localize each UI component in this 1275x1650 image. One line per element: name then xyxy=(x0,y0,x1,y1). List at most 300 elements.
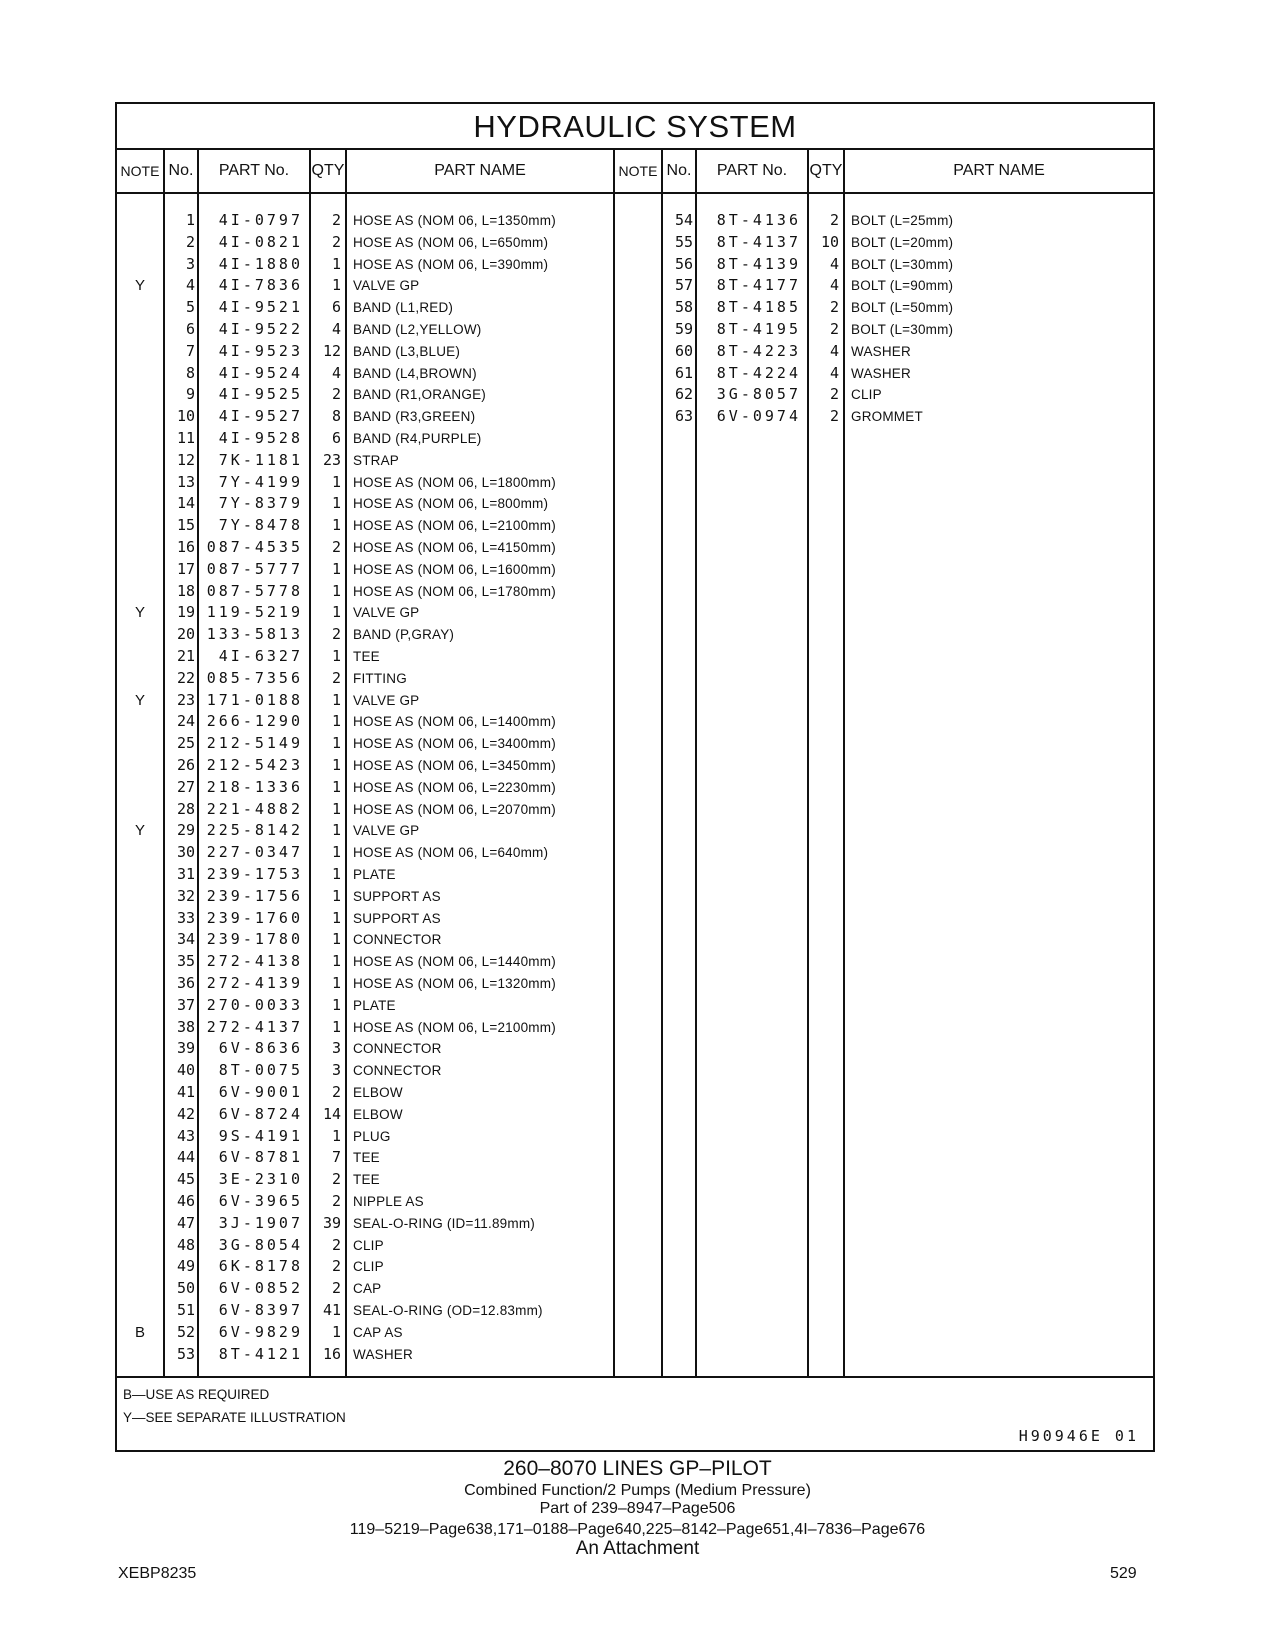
cell-note xyxy=(117,472,163,494)
cell-qty: 1 xyxy=(331,494,341,513)
cell-no: 19 xyxy=(176,603,195,622)
cell-qty: 1 xyxy=(331,843,341,862)
cell-no: 16 xyxy=(176,538,195,556)
header-qty-right: QTY xyxy=(809,162,843,179)
table-row xyxy=(117,1126,1153,1148)
parts-table-frame xyxy=(115,102,1155,1452)
cell-part-no: 133-5813 xyxy=(206,625,303,644)
cell-note xyxy=(117,842,163,864)
cell-name: VALVE GP xyxy=(353,823,420,839)
cell-qty: 4 xyxy=(829,276,839,295)
cell-name: HOSE AS (NOM 06, L=2100mm) xyxy=(353,1019,556,1035)
table-row xyxy=(117,1169,1153,1191)
cell-note xyxy=(615,363,661,385)
cell-part-no: 8T-4139 xyxy=(716,254,801,273)
cell-qty: 2 xyxy=(829,298,839,317)
table-row xyxy=(117,363,1153,385)
cell-note xyxy=(117,733,163,755)
cell-part-no: 6V-8724 xyxy=(218,1104,303,1123)
table-row xyxy=(117,908,1153,930)
cell-part-no: 272-4138 xyxy=(206,952,303,971)
cell-no: 5 xyxy=(185,298,195,317)
cell-part-no: 8T-4195 xyxy=(716,320,801,338)
cell-part-no: 3E-2310 xyxy=(218,1170,303,1189)
cell-name: CONNECTOR xyxy=(353,1041,442,1057)
cell-no: 24 xyxy=(176,712,195,731)
cell-part-no: 272-4137 xyxy=(206,1017,303,1036)
cell-no: 1 xyxy=(185,211,195,229)
cell-note xyxy=(615,341,661,363)
table-row xyxy=(117,581,1153,603)
cell-qty: 4 xyxy=(829,341,839,360)
cell-name: BOLT (L=50mm) xyxy=(851,300,954,316)
cell-part-no: 171-0188 xyxy=(206,690,303,709)
cell-note xyxy=(117,995,163,1017)
cell-part-no: 8T-4185 xyxy=(716,298,801,317)
cell-name: HOSE AS (NOM 06, L=1800mm) xyxy=(353,474,556,490)
table-row xyxy=(117,297,1153,319)
cell-note xyxy=(117,929,163,951)
cell-qty: 7 xyxy=(331,1148,341,1167)
cell-no: 8 xyxy=(185,363,195,382)
cell-no: 40 xyxy=(176,1061,195,1080)
cell-part-no: 085-7356 xyxy=(206,668,303,687)
table-row xyxy=(117,210,1153,232)
cell-no: 57 xyxy=(674,276,693,295)
cell-qty: 1 xyxy=(331,472,341,491)
cell-part-no: 4I-1880 xyxy=(218,254,303,273)
table-row xyxy=(117,384,1153,406)
cell-name: BOLT (L=30mm) xyxy=(851,322,954,337)
cell-no: 31 xyxy=(176,865,195,883)
table-row xyxy=(117,232,1153,254)
cell-part-no: 239-1760 xyxy=(206,908,303,927)
cell-part-no: 266-1290 xyxy=(206,712,303,731)
cell-qty: 1 xyxy=(331,821,341,840)
cell-name: HOSE AS (NOM 06, L=2100mm) xyxy=(353,518,556,534)
cell-part-no: 7K-1181 xyxy=(218,450,303,469)
table-row xyxy=(117,1038,1153,1060)
cell-no: 9 xyxy=(185,385,195,404)
table-row xyxy=(117,537,1153,559)
cell-name: FITTING xyxy=(353,670,407,686)
cell-no: 29 xyxy=(176,821,195,840)
header-qty-left: QTY xyxy=(311,162,345,179)
cell-note xyxy=(117,1278,163,1300)
cell-note xyxy=(615,319,661,341)
cell-name: NIPPLE AS xyxy=(353,1194,424,1209)
cell-name: BAND (R3,GREEN) xyxy=(353,409,476,425)
cell-note xyxy=(117,1169,163,1191)
cell-no: 55 xyxy=(674,232,693,251)
cell-qty: 2 xyxy=(331,538,341,556)
cell-note xyxy=(117,755,163,777)
legend-y: Y—SEE SEPARATE ILLUSTRATION xyxy=(123,1410,346,1425)
cell-name: BAND (L4,BROWN) xyxy=(353,365,477,381)
cell-no: 28 xyxy=(176,799,195,818)
cell-name: HOSE AS (NOM 06, L=1780mm) xyxy=(353,583,556,599)
cell-no: 45 xyxy=(176,1170,195,1189)
cell-qty: 1 xyxy=(331,603,341,622)
table-row xyxy=(117,406,1153,428)
table-row xyxy=(117,1322,1153,1344)
cell-qty: 2 xyxy=(829,320,839,338)
cell-name: BAND (L2,YELLOW) xyxy=(353,322,482,337)
cell-no: 20 xyxy=(176,625,195,644)
cell-note xyxy=(117,668,163,690)
cell-qty: 1 xyxy=(331,952,341,971)
cell-no: 38 xyxy=(176,1017,195,1036)
document-id: XEBP8235 xyxy=(118,1565,197,1582)
table-row xyxy=(117,1235,1153,1257)
cell-no: 15 xyxy=(176,516,195,535)
cell-qty: 1 xyxy=(331,559,341,578)
cell-qty: 2 xyxy=(331,1279,341,1298)
caption-references: 119–5219–Page638,171–0188–Page640,225–8142–Page651,4I–7836–Page676 xyxy=(349,1521,926,1538)
drawing-code: H90946E 01 xyxy=(1018,1427,1139,1445)
cell-no: 56 xyxy=(674,254,693,273)
cell-no: 44 xyxy=(176,1148,195,1167)
header-part-name-right: PART NAME xyxy=(953,162,1045,179)
cell-note xyxy=(117,1082,163,1104)
cell-note xyxy=(615,210,661,232)
cell-no: 39 xyxy=(176,1039,195,1058)
cell-note xyxy=(117,493,163,515)
cell-qty: 6 xyxy=(331,298,341,317)
cell-note xyxy=(117,886,163,908)
legend-b: B—USE AS REQUIRED xyxy=(123,1387,270,1402)
cell-qty: 1 xyxy=(331,254,341,273)
cell-name: TEE xyxy=(353,649,380,664)
cell-part-no: 7Y-4199 xyxy=(218,472,303,491)
cell-no: 33 xyxy=(176,908,195,927)
cell-no: 59 xyxy=(674,320,693,338)
cell-qty: 1 xyxy=(331,581,341,600)
cell-part-no: 6K-8178 xyxy=(218,1257,303,1276)
cell-no: 50 xyxy=(176,1279,195,1298)
cell-part-no: 239-1753 xyxy=(206,865,303,883)
cell-name: BAND (L3,BLUE) xyxy=(353,343,461,359)
cell-no: 52 xyxy=(176,1322,195,1341)
cell-name: TEE xyxy=(353,1172,380,1188)
cell-part-no: 4I-9525 xyxy=(218,385,303,404)
cell-qty: 4 xyxy=(829,363,839,382)
cell-name: CONNECTOR xyxy=(353,932,442,948)
cell-qty: 1 xyxy=(331,777,341,796)
table-row xyxy=(117,799,1153,821)
table-row xyxy=(117,1147,1153,1169)
cell-note xyxy=(117,450,163,472)
table-row xyxy=(117,602,1153,624)
cell-note: Y xyxy=(134,604,145,622)
cell-no: 13 xyxy=(176,472,195,491)
cell-part-no: 8T-4121 xyxy=(218,1344,303,1363)
cell-part-no: 272-4139 xyxy=(206,974,303,992)
cell-name: HOSE AS (NOM 06, L=3450mm) xyxy=(353,758,556,773)
cell-name: STRAP xyxy=(353,452,400,468)
cell-no: 63 xyxy=(674,407,693,426)
cell-qty: 1 xyxy=(331,1126,341,1145)
cell-note: B xyxy=(134,1323,145,1341)
cell-name: BAND (R1,ORANGE) xyxy=(353,387,486,403)
table-row xyxy=(117,646,1153,668)
cell-part-no: 4I-6327 xyxy=(218,647,303,665)
cell-qty: 1 xyxy=(331,886,341,905)
cell-note xyxy=(117,1038,163,1060)
cell-name: PLUG xyxy=(353,1128,391,1144)
cell-name: SEAL-O-RING (OD=12.83mm) xyxy=(353,1303,543,1318)
cell-part-no: 8T-4224 xyxy=(716,363,801,382)
cell-qty: 1 xyxy=(331,865,341,883)
header-no-right: No. xyxy=(666,162,692,179)
table-row xyxy=(117,1060,1153,1082)
cell-name: ELBOW xyxy=(353,1106,403,1122)
cell-qty: 1 xyxy=(331,930,341,949)
cell-no: 18 xyxy=(176,581,195,600)
table-row xyxy=(117,254,1153,276)
cell-part-no: 3G-8057 xyxy=(716,385,801,404)
cell-note xyxy=(117,864,163,886)
table-row xyxy=(117,1344,1153,1366)
table-row xyxy=(117,624,1153,646)
cell-qty: 1 xyxy=(331,1322,341,1341)
cell-no: 60 xyxy=(674,341,693,360)
cell-no: 49 xyxy=(176,1257,195,1276)
cell-no: 32 xyxy=(176,886,195,905)
cell-qty: 2 xyxy=(331,1235,341,1254)
cell-name: HOSE AS (NOM 06, L=650mm) xyxy=(353,234,549,250)
table-row xyxy=(117,1278,1153,1300)
cell-qty: 4 xyxy=(829,254,839,273)
cell-qty: 2 xyxy=(331,1083,341,1101)
cell-part-no: 4I-9523 xyxy=(218,341,303,360)
cell-part-no: 239-1780 xyxy=(206,930,303,949)
cell-no: 35 xyxy=(176,952,195,971)
cell-qty: 14 xyxy=(322,1104,341,1123)
table-row xyxy=(117,472,1153,494)
cell-no: 12 xyxy=(176,450,195,469)
cell-qty: 1 xyxy=(331,647,341,665)
cell-no: 3 xyxy=(185,254,195,273)
cell-no: 62 xyxy=(674,385,693,404)
header-note-right: NOTE xyxy=(618,163,658,179)
table-row xyxy=(117,428,1153,450)
header-no-left: No. xyxy=(168,162,194,179)
cell-name: CAP xyxy=(353,1281,382,1297)
cell-part-no: 239-1756 xyxy=(206,886,303,905)
cell-name: BOLT (L=25mm) xyxy=(851,213,954,228)
cell-qty: 3 xyxy=(331,1061,341,1080)
cell-qty: 39 xyxy=(322,1213,341,1232)
table-row xyxy=(117,1300,1153,1322)
cell-qty: 23 xyxy=(322,450,341,469)
table-row xyxy=(117,493,1153,515)
cell-name: BAND (L1,RED) xyxy=(353,300,454,316)
table-row xyxy=(117,864,1153,886)
cell-name: HOSE AS (NOM 06, L=2230mm) xyxy=(353,779,556,795)
table-row xyxy=(117,1213,1153,1235)
cell-name: TEE xyxy=(353,1150,380,1166)
cell-part-no: 8T-4177 xyxy=(716,276,801,295)
caption-description: Combined Function/2 Pumps (Medium Pressure) xyxy=(464,1482,811,1499)
cell-no: 2 xyxy=(185,232,195,251)
table-row xyxy=(117,711,1153,733)
cell-note xyxy=(117,973,163,995)
cell-name: HOSE AS (NOM 06, L=1320mm) xyxy=(353,976,556,991)
cell-note xyxy=(117,1256,163,1278)
cell-name: HOSE AS (NOM 06, L=2070mm) xyxy=(353,801,556,817)
cell-qty: 10 xyxy=(820,232,839,251)
cell-qty: 2 xyxy=(331,1192,341,1210)
cell-note xyxy=(615,254,661,276)
table-row xyxy=(117,777,1153,799)
cell-part-no: 270-0033 xyxy=(206,995,303,1014)
table-row xyxy=(117,559,1153,581)
cell-note xyxy=(117,777,163,799)
caption-assembly: 260–8070 LINES GP–PILOT xyxy=(503,1457,772,1480)
cell-name: WASHER xyxy=(353,1346,413,1362)
table-row xyxy=(117,973,1153,995)
cell-note xyxy=(615,297,661,319)
cell-no: 58 xyxy=(674,298,693,317)
cell-part-no: 6V-9829 xyxy=(218,1322,303,1341)
cell-name: CLIP xyxy=(353,1237,384,1253)
cell-name: HOSE AS (NOM 06, L=1600mm) xyxy=(353,561,556,577)
cell-name: WASHER xyxy=(851,365,911,381)
cell-note xyxy=(117,581,163,603)
cell-name: ELBOW xyxy=(353,1085,403,1100)
cell-note: Y xyxy=(134,691,145,709)
table-header xyxy=(117,150,1153,194)
table-row xyxy=(117,275,1153,297)
cell-qty: 1 xyxy=(331,516,341,535)
header-part-no-left: PART No. xyxy=(218,162,290,179)
cell-note xyxy=(615,406,661,428)
cell-qty: 2 xyxy=(331,668,341,687)
cell-part-no: 6V-8636 xyxy=(218,1039,303,1058)
cell-part-no: 087-4535 xyxy=(206,538,303,556)
cell-qty: 2 xyxy=(829,211,839,229)
table-row xyxy=(117,1017,1153,1039)
cell-note xyxy=(117,1017,163,1039)
cell-qty: 1 xyxy=(331,799,341,818)
cell-qty: 1 xyxy=(331,995,341,1014)
cell-name: PLATE xyxy=(353,997,396,1013)
cell-qty: 2 xyxy=(331,1257,341,1276)
cell-name: PLATE xyxy=(353,867,396,882)
cell-part-no: 4I-0821 xyxy=(218,232,303,251)
cell-qty: 1 xyxy=(331,974,341,992)
cell-no: 22 xyxy=(176,668,195,687)
cell-no: 53 xyxy=(176,1344,195,1363)
cell-note xyxy=(117,799,163,821)
cell-note xyxy=(117,1300,163,1322)
cell-part-no: 4I-9527 xyxy=(218,407,303,426)
cell-name: BOLT (L=90mm) xyxy=(851,278,954,294)
cell-name: CONNECTOR xyxy=(353,1063,442,1079)
cell-note xyxy=(117,559,163,581)
table-row xyxy=(117,1191,1153,1213)
cell-qty: 1 xyxy=(331,276,341,295)
cell-qty: 12 xyxy=(322,341,341,360)
cell-name: BAND (P,GRAY) xyxy=(353,627,455,643)
cell-qty: 16 xyxy=(322,1344,341,1363)
cell-part-no: 4I-9524 xyxy=(218,363,303,382)
cell-qty: 2 xyxy=(829,407,839,426)
cell-no: 27 xyxy=(176,777,195,796)
cell-qty: 1 xyxy=(331,908,341,927)
cell-no: 25 xyxy=(176,734,195,753)
cell-no: 10 xyxy=(176,407,195,426)
cell-part-no: 7Y-8379 xyxy=(218,494,303,513)
table-row xyxy=(117,951,1153,973)
cell-note xyxy=(117,515,163,537)
table-row xyxy=(117,1104,1153,1126)
cell-no: 48 xyxy=(176,1235,195,1254)
cell-no: 26 xyxy=(176,756,195,774)
cell-qty: 4 xyxy=(331,363,341,382)
cell-qty: 2 xyxy=(331,211,341,229)
cell-note: Y xyxy=(134,277,145,295)
cell-part-no: 221-4882 xyxy=(206,799,303,818)
cell-qty: 41 xyxy=(322,1301,341,1319)
table-row xyxy=(117,886,1153,908)
cell-no: 6 xyxy=(185,320,195,338)
cell-qty: 1 xyxy=(331,734,341,753)
page-title: HYDRAULIC SYSTEM xyxy=(117,104,1153,150)
cell-note xyxy=(117,1235,163,1257)
cell-part-no: 8T-0075 xyxy=(218,1061,303,1080)
cell-part-no: 9S-4191 xyxy=(218,1126,303,1145)
cell-no: 61 xyxy=(674,363,693,382)
header-part-name-left: PART NAME xyxy=(434,162,526,179)
cell-note xyxy=(117,1191,163,1213)
cell-part-no: 3G-8054 xyxy=(218,1235,303,1254)
cell-name: SUPPORT AS xyxy=(353,910,441,926)
cell-name: HOSE AS (NOM 06, L=800mm) xyxy=(353,496,549,512)
cell-part-no: 218-1336 xyxy=(206,777,303,796)
caption-attachment: An Attachment xyxy=(575,1538,700,1559)
cell-qty: 1 xyxy=(331,712,341,731)
cell-note: Y xyxy=(134,822,145,840)
cell-no: 4 xyxy=(185,276,195,295)
cell-name: CLIP xyxy=(851,387,882,403)
cell-name: BOLT (L=30mm) xyxy=(851,256,954,272)
cell-qty: 1 xyxy=(331,756,341,774)
cell-part-no: 3J-1907 xyxy=(218,1213,303,1232)
cell-note xyxy=(117,537,163,559)
cell-part-no: 6V-3965 xyxy=(218,1192,303,1210)
header-note-left: NOTE xyxy=(120,163,160,179)
cell-note xyxy=(117,908,163,930)
cell-note xyxy=(117,1213,163,1235)
cell-part-no: 6V-8781 xyxy=(218,1148,303,1167)
cell-no: 21 xyxy=(176,647,195,665)
cell-part-no: 119-5219 xyxy=(206,603,303,622)
cell-name: BOLT (L=20mm) xyxy=(851,234,954,250)
cell-qty: 2 xyxy=(331,1170,341,1189)
cell-name: WASHER xyxy=(851,343,911,359)
cell-name: VALVE GP xyxy=(353,605,420,621)
table-row xyxy=(117,820,1153,842)
table-row xyxy=(117,995,1153,1017)
cell-part-no: 087-5777 xyxy=(206,559,303,578)
cell-name: HOSE AS (NOM 06, L=1350mm) xyxy=(353,213,556,228)
cell-no: 36 xyxy=(176,974,195,992)
table-row xyxy=(117,733,1153,755)
cell-part-no: 8T-4223 xyxy=(716,341,801,360)
cell-name: CAP AS xyxy=(353,1324,403,1340)
